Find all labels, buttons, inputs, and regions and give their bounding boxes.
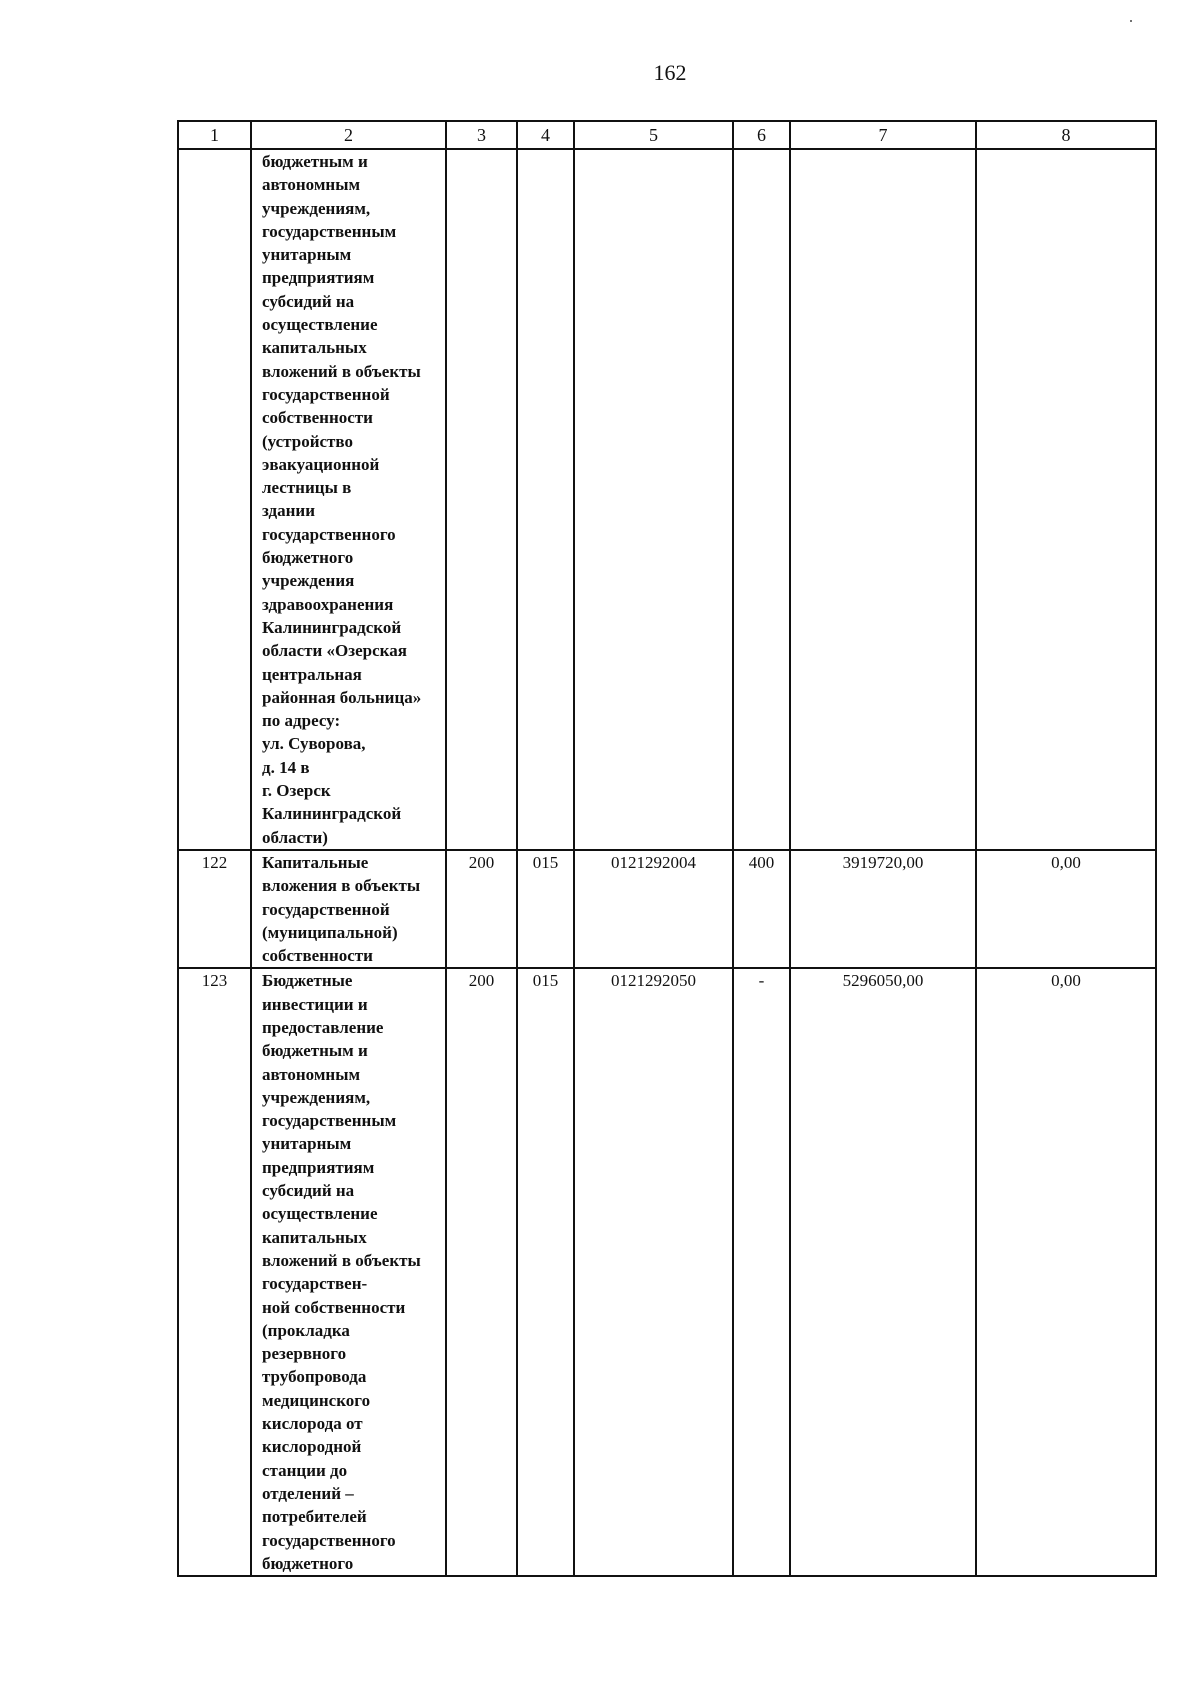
expense-type-cell (733, 850, 790, 968)
description-line: бюджетного (262, 1553, 354, 1573)
header-cell-6: 6 (733, 121, 790, 149)
amount-federal-cell-value: 0,00 (1051, 971, 1081, 991)
description-line: д. 14 в (262, 757, 310, 777)
description-line: осуществление (262, 1204, 378, 1224)
description-line: предприятиям (262, 1157, 375, 1177)
table-row (178, 850, 1156, 968)
description-line: капитальных (262, 338, 367, 358)
description-line: государствен- (262, 1274, 368, 1294)
description-cell (251, 968, 446, 1576)
target-article-cell-value: 0121292050 (611, 971, 696, 991)
header-cell-2: 2 (251, 121, 446, 149)
description-line: ул. Суворова, (262, 734, 366, 754)
subsection-code-cell (517, 968, 574, 1576)
expense-type-cell (733, 968, 790, 1576)
description-line: капитальных (262, 1227, 367, 1247)
description-line: кислорода от (262, 1414, 363, 1434)
header-cell-5: 5 (574, 121, 733, 149)
description-line: ной собственности (262, 1297, 406, 1317)
description-line: медицинского (262, 1390, 371, 1410)
header-cell-3: 3 (446, 121, 517, 149)
section-code-cell-value: 200 (468, 852, 495, 872)
description-line: субсидий на (262, 1181, 355, 1201)
target-article-cell (574, 850, 733, 968)
description-line: инвестиции и (262, 994, 368, 1014)
amount-cell (790, 968, 976, 1576)
subsection-code-cell (517, 149, 574, 850)
description-line: трубопровода (262, 1367, 367, 1387)
description-line: государственным (262, 221, 397, 241)
amount-cell (790, 149, 976, 850)
description-line: Капитальные (262, 852, 369, 872)
section-code-cell (446, 850, 517, 968)
header-cell-7: 7 (790, 121, 976, 149)
description-line: резервного (262, 1344, 347, 1364)
amount-federal-cell (976, 850, 1156, 968)
description-line: государственного (262, 524, 396, 544)
amount-cell (790, 850, 976, 968)
row-number-cell-value: 123 (201, 971, 228, 991)
description-line: (прокладка (262, 1320, 350, 1340)
description-line: государственной (262, 899, 390, 919)
description-line: предоставление (262, 1017, 384, 1037)
amount-cell-value: 3919720,00 (842, 852, 924, 872)
description-line: унитарным (262, 1134, 352, 1154)
description-line: Бюджетные (262, 971, 353, 991)
description-line: Калининградской (262, 804, 402, 824)
description-line: области «Озерская (262, 641, 407, 661)
description-line: (устройство (262, 431, 353, 451)
header-cell-1: 1 (178, 121, 251, 149)
section-code-cell (446, 149, 517, 850)
description-line: по адресу: (262, 711, 341, 731)
description-line: автономным (262, 1064, 361, 1084)
description-line: (муниципальной) (262, 922, 398, 942)
description-line: вложений в объекты (262, 1250, 421, 1270)
table-header-row (178, 121, 1156, 149)
table-row (178, 149, 1156, 850)
description-line: учреждениям, (262, 198, 371, 218)
description-line: здравоохранения (262, 594, 394, 614)
expense-type-cell (733, 149, 790, 850)
description-line: отделений – (262, 1483, 354, 1503)
page-number: 162 (653, 60, 687, 85)
description-line: унитарным (262, 245, 352, 265)
description-line: эвакуационной (262, 454, 380, 474)
description-line: осуществление (262, 315, 378, 335)
description-line: государственной (262, 384, 390, 404)
subsection-code-cell (517, 850, 574, 968)
description-line: здании (262, 501, 316, 521)
description-line: районная больница» (262, 687, 422, 707)
row-number-cell (178, 968, 251, 1576)
expense-type-cell-value: 400 (748, 852, 775, 872)
header-cell-4: 4 (517, 121, 574, 149)
description-line: бюджетным и (262, 152, 368, 171)
description-cell (251, 149, 446, 850)
amount-cell-value: 5296050,00 (842, 971, 924, 991)
target-article-cell (574, 968, 733, 1576)
description-line: субсидий на (262, 291, 355, 311)
description-line: бюджетным и (262, 1041, 368, 1061)
row-number-cell-value: 122 (201, 852, 228, 872)
description-line: центральная (262, 664, 362, 684)
subsection-code-cell-value: 015 (532, 971, 559, 991)
subsection-code-cell-value: 015 (532, 852, 559, 872)
description-line: вложения в объекты (262, 876, 421, 896)
description-line: Калининградской (262, 617, 402, 637)
description-line: учреждениям, (262, 1087, 371, 1107)
description-line: станции до (262, 1460, 348, 1480)
section-code-cell (446, 968, 517, 1576)
scan-speck (1130, 20, 1132, 22)
description-line: государственным (262, 1111, 397, 1131)
budget-table (177, 120, 1157, 1577)
description-line: собственности (262, 946, 373, 966)
description-line: г. Озерск (262, 781, 331, 801)
target-article-cell-value: 0121292004 (611, 852, 696, 872)
header-cell-8: 8 (976, 121, 1156, 149)
description-line: предприятиям (262, 268, 375, 288)
table-row (178, 968, 1156, 1576)
row-number-cell (178, 850, 251, 968)
description-line: учреждения (262, 571, 355, 591)
amount-federal-cell (976, 149, 1156, 850)
section-code-cell-value: 200 (468, 971, 495, 991)
description-line: лестницы в (262, 478, 352, 498)
row-number-cell (178, 149, 251, 850)
amount-federal-cell-value: 0,00 (1051, 852, 1081, 872)
target-article-cell (574, 149, 733, 850)
description-line: автономным (262, 175, 361, 195)
description-line: потребителей (262, 1507, 367, 1527)
description-line: вложений в объекты (262, 361, 421, 381)
amount-federal-cell (976, 968, 1156, 1576)
expense-type-cell-value: - (758, 971, 765, 991)
description-line: государственного (262, 1530, 396, 1550)
description-line: области) (262, 827, 328, 847)
description-line: бюджетного (262, 548, 354, 568)
description-line: собственности (262, 408, 373, 428)
description-cell (251, 850, 446, 968)
description-line: кислородной (262, 1437, 362, 1457)
